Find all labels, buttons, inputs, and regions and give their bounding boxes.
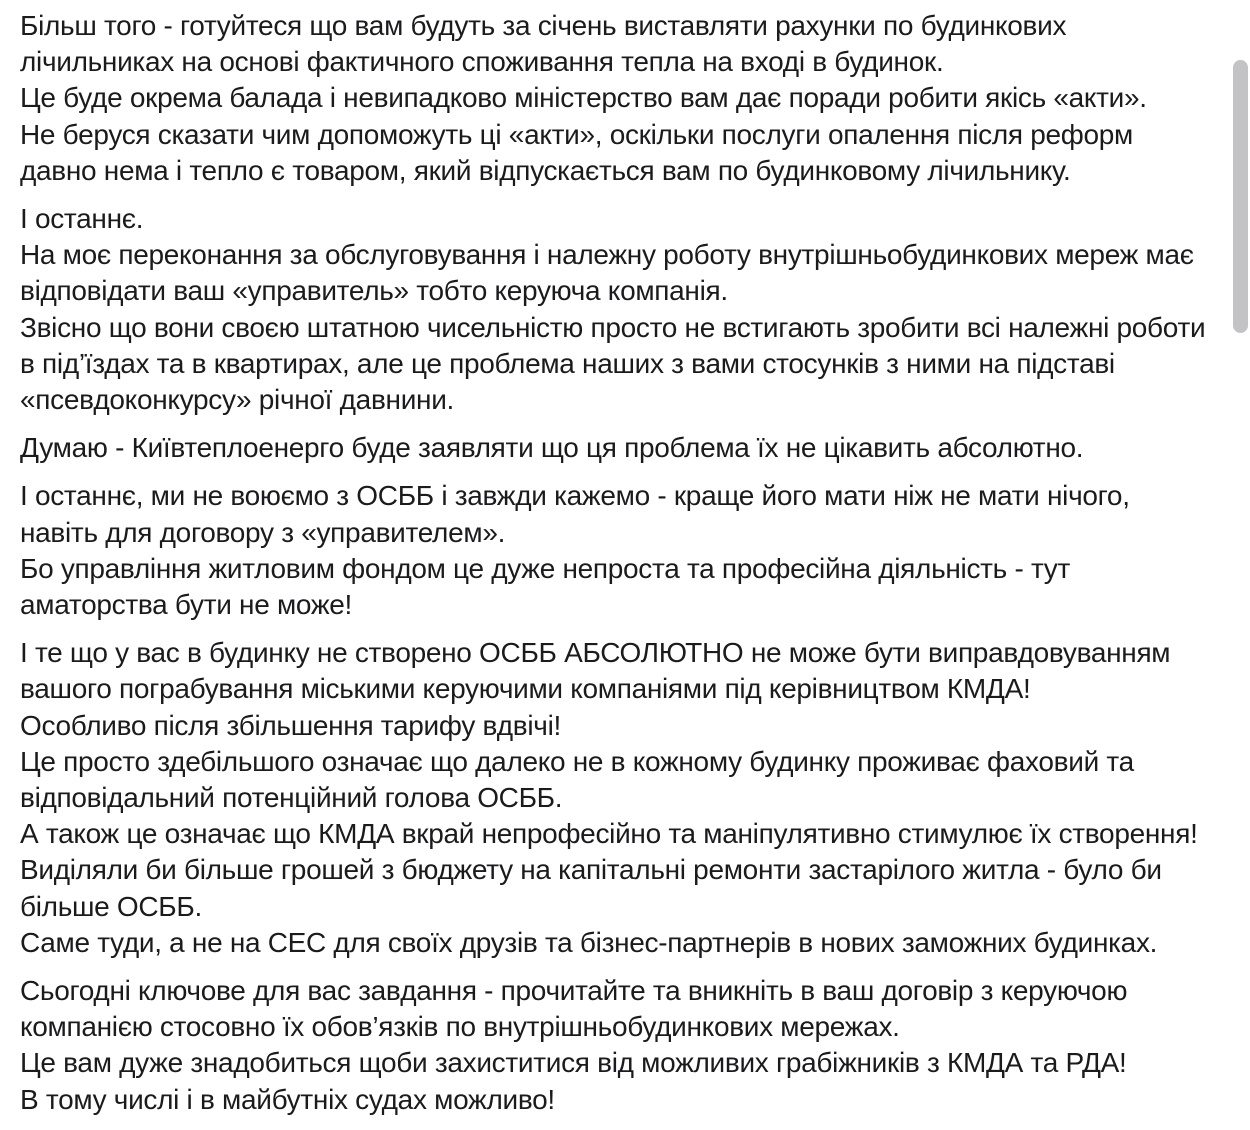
paragraph: [20, 201, 1250, 418]
text-line: відповідальний потенційний голова ОСББ.: [20, 782, 563, 814]
text-line: І останнє.: [20, 203, 144, 235]
text-line: І те що у вас в будинку не створено ОСББ АБСОЛЮТНО не може бути виправдовуванням: [20, 637, 1171, 669]
paragraph: [20, 973, 1250, 1118]
text-line: Сьогодні ключове для вас завдання - прочитайте та вникніть в ваш договір з керуючою: [20, 975, 1128, 1007]
text-line: Думаю - Київтеплоенерго буде заявляти що ця проблема їх не цікавить абсолютно.: [20, 432, 1084, 464]
text-line: Особливо після збільшення тарифу вдвічі!: [20, 709, 561, 741]
text-line: Бо управління житловим фондом це дуже непроста та професійна діяльність - тут: [20, 552, 1071, 584]
paragraph: [20, 478, 1250, 623]
text-line: давно нема і тепло є товаром, який відпускається вам по будинковому лічильнику.: [20, 154, 1071, 186]
text-line: «псевдоконкурсу» річної давнини.: [20, 384, 455, 416]
text-line: На моє переконання за обслуговування і належну роботу внутрішньобудинкових мереж має: [20, 239, 1194, 271]
paragraph: [20, 635, 1250, 961]
text-line: Більш того - готуйтеся що вам будуть за січень виставляти рахунки по будинкових: [20, 10, 1067, 41]
text-line: Це просто здебільшого означає що далеко не в кожному будинку проживає фаховий та: [20, 745, 1134, 777]
text-line: навіть для договору з «управителем».: [20, 516, 506, 548]
text-line: Це вам дуже знадобиться щоби захиститися від можливих грабіжників з КМДА та РДА!: [20, 1047, 1127, 1079]
text-line: Це буде окрема балада і невипадково міністерство вам дає поради робити якісь «акти».: [20, 82, 1147, 114]
paragraph: [20, 430, 1250, 466]
text-line: лічильниках на основі фактичного споживання тепла на вході в будинок.: [20, 46, 944, 78]
text-line: Звісно що вони своєю штатною чисельністю просто не встигають зробити всі належні роботи: [20, 311, 1206, 343]
text-line: аматорства бути не може!: [20, 589, 353, 621]
text-line: в під’їздах та в квартирах, але це проблема наших з вами стосунків з ними на підставі: [20, 347, 1115, 379]
text-line: більше ОСББ.: [20, 890, 202, 922]
text-line: А також це означає що КМДА вкрай непрофесійно та маніпулятивно стимулює їх створення!: [20, 818, 1198, 850]
text-line: Виділяли би більше грошей з бюджету на капітальні ремонти застарілого житла - було би: [20, 854, 1162, 886]
text-line: Саме туди, а не на СЕС для своїх друзів та бізнес-партнерів в нових заможних будинках.: [20, 926, 1158, 958]
scrollbar-thumb[interactable]: [1233, 60, 1248, 333]
text-line: відповідати ваш «управитель» тобто керуюча компанія.: [20, 275, 728, 307]
text-line: І останнє, ми не воюємо з ОСББ і завжди кажемо - краще його мати ніж не мати нічого,: [20, 480, 1130, 512]
text-line: вашого пограбування міськими керуючими компаніями під керівництвом КМДА!: [20, 673, 1031, 705]
text-line: компанією стосовно їх обов’язків по внутрішньобудинкових мережах.: [20, 1011, 900, 1043]
text-scroll-area: [20, 8, 1250, 1130]
text-line: В тому числі і в майбутніх судах можливо!: [20, 1083, 555, 1115]
paragraph: [20, 8, 1250, 189]
text-line: Не беруся сказати чим допоможуть ці «акти», оскільки послуги опалення після реформ: [20, 118, 1133, 150]
